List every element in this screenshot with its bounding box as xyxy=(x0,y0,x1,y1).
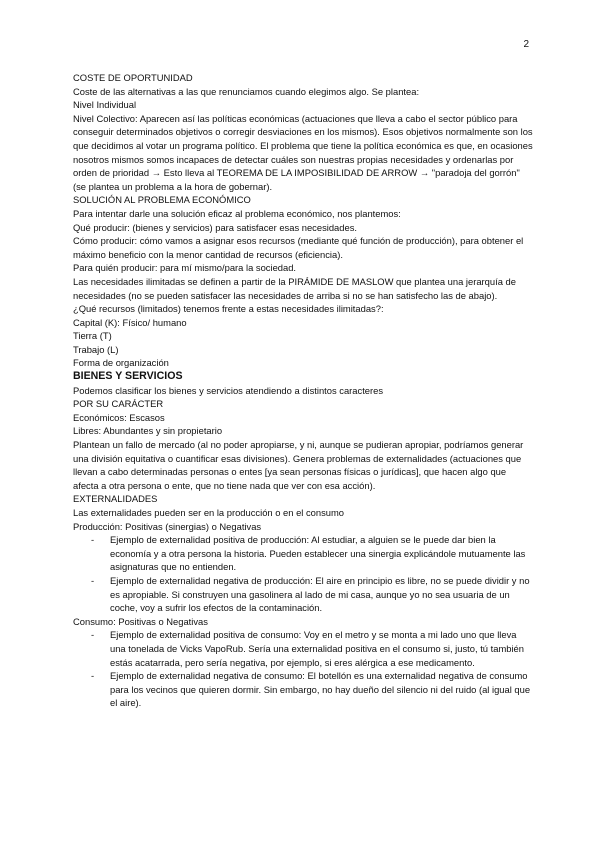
paragraph: Para intentar darle una solución eficaz al problema económico, nos plantemos: xyxy=(73,207,401,219)
consumo-list xyxy=(73,628,533,710)
paragraph: Coste de las alternativas a las que renunciamos cuando elegimos algo. Se plantea: xyxy=(73,85,420,97)
list-item: - Ejemplo de externalidad negativa de consumo: El botellón es una externalidad negativa de consumo para los vecinos que quieren dormir. Sin embargo, no hay dueño del silencio ni del ruido (al igual que el aire). xyxy=(110,669,533,710)
paragraph: Capital (K): Físico/ humano xyxy=(73,316,187,328)
produccion-list xyxy=(73,533,533,615)
page-content xyxy=(73,71,533,710)
paragraph: Económicos: Escasos xyxy=(73,411,165,423)
consumo-label: Consumo: Positivas o Negativas xyxy=(73,615,208,627)
section-heading-solucion: SOLUCIÓN AL PROBLEMA ECONÓMICO xyxy=(73,194,251,206)
list-item: - Ejemplo de externalidad positiva de consumo: Voy en el metro y se monta a mi lado uno que lleva una tonelada de Vicks VapoRub. Sería una externalidad positiva en el consumo si, justo, tú también estás acatarrada, pero sería negativa, por ejemplo, si eres alérgica a ese medicamento. xyxy=(110,628,533,669)
paragraph: Qué producir: (bienes y servicios) para satisfacer esas necesidades. xyxy=(73,221,357,233)
paragraph: Tierra (T) xyxy=(73,330,112,342)
paragraph: Las externalidades pueden ser en la producción o en el consumo xyxy=(73,507,345,518)
paragraph: Forma de organización xyxy=(73,357,169,369)
paragraph: Las necesidades ilimitadas se definen a partir de la PIRÁMIDE DE MASLOW que plantea una jerarquía de necesidades (no se pueden satisfacer las necesidades de arriba si no se han satisfecho las de abajo). xyxy=(73,275,516,301)
section-heading-coste: COSTE DE OPORTUNIDAD xyxy=(73,72,193,83)
paragraph: Nivel Individual xyxy=(73,99,137,111)
paragraph: Para quién producir: para mí mismo/para la sociedad. xyxy=(73,262,297,274)
paragraph: Cómo producir: cómo vamos a asignar esos recursos (mediante qué función de producción), para obtener el máximo beneficio con la menor cantidad de recursos (eficiencia). xyxy=(73,235,524,260)
paragraph: EXTERNALIDADES xyxy=(73,493,158,505)
page-number: 2 xyxy=(523,39,529,50)
list-item: - Ejemplo de externalidad negativa de producción: El aire en principio es libre, no se puede dividir y no es apropiable. Si construyen una gasolinera al lado de mi casa, aunque yo no sea usuaria de un coche, voy a sufrir los efectos de la contaminación. xyxy=(110,574,533,615)
paragraph: Trabajo (L) xyxy=(73,343,119,355)
paragraph: ¿Qué recursos (limitados) tenemos frente a estas necesidades ilimitadas?: xyxy=(73,303,384,315)
paragraph: Nivel Colectivo: Aparecen así las políticas económicas (actuaciones que lleva a cabo el sector público para conseguir determinados objetivos o corregir desviaciones en los mismos). Esos objetivos normalmente son los que decidimos al votar un programa político. El problema que tiene la política económica es que, en ocasiones nosotros mismos somos incapaces de detectar cuáles son nuestras propias necesidades y ordenarlas por orden de prioridad → Esto lleva al TEOREMA DE LA IMPOSIBILIDAD DE ARROW → "paradoja del gorrón" (se plantea un problema a la hora de gobernar). xyxy=(73,112,533,192)
paragraph: Libres: Abundantes y sin propietario xyxy=(73,425,223,437)
produccion-label: Producción: Positivas (sinergias) o Negativas xyxy=(73,520,262,532)
section-heading-bienes: BIENES Y SERVICIOS xyxy=(73,370,183,383)
paragraph: POR SU CARÁCTER xyxy=(73,398,164,410)
paragraph: Plantean un fallo de mercado (al no poder apropiarse, y ni, aunque se pudieran apropiar, podríamos generar una división equitativa o cuantificar esas divisiones). Genera problemas de externalidades (actuaciones que llevan a cabo determinadas personas o entes [ya sean personas físicas o jurídicas], que hacen algo que afecta a otra persona o ente, que no tiene nada que ver con esa acción). xyxy=(73,439,524,491)
list-item: - Ejemplo de externalidad positiva de producción: Al estudiar, a alguien se le puede dar bien la economía y a otra persona la historia. Pueden establecer una sinergia explicándole mutuamente las asignaturas que no entienden. xyxy=(110,533,533,574)
paragraph: Podemos clasificar los bienes y servicios atendiendo a distintos caracteres xyxy=(73,384,384,396)
